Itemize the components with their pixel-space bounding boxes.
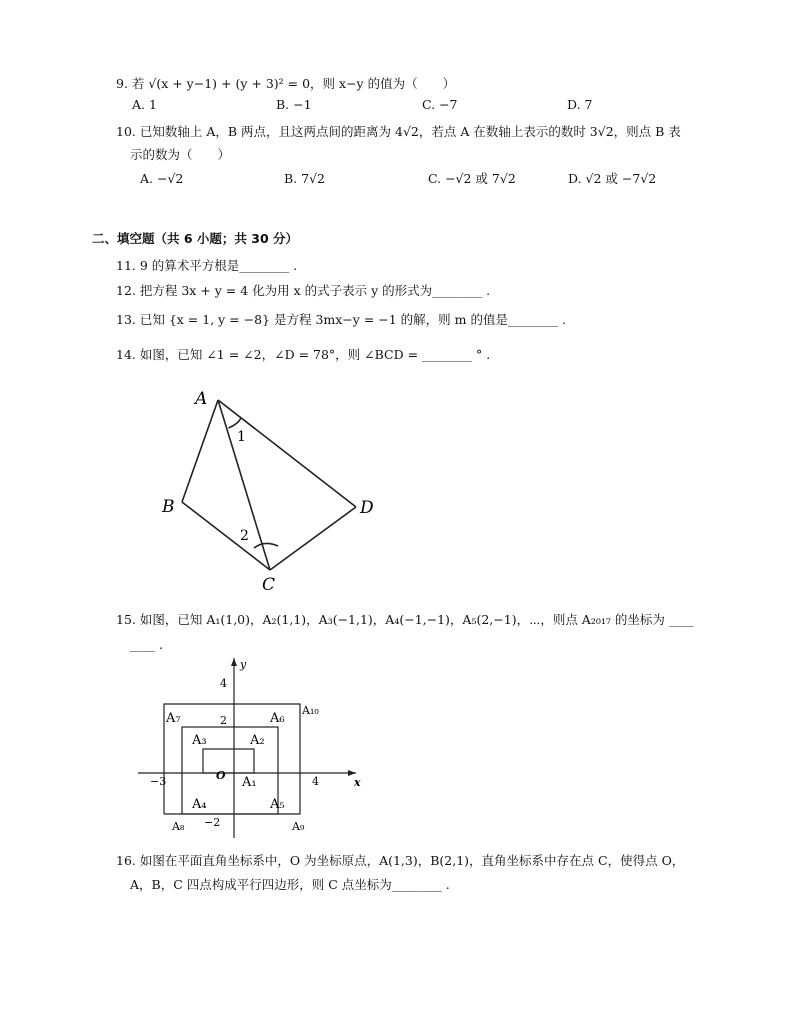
section-title: 二、填空题（共 6 小题；共 30 分） <box>92 231 299 246</box>
tick-y-4: 4 <box>220 677 227 690</box>
segment-bc <box>182 502 270 570</box>
q13: 13. 已知 {x = 1, y = −8} 是方程 3mx−y = −1 的解，则 m 的值是________ . <box>116 312 566 327</box>
segment-cd <box>270 507 356 570</box>
q10-stem-line1: 10. 已知数轴上 A，B 两点，且这两点间的距离为 4√2，若点 A 在数轴上表示的数时 3√2，则点 B 表 <box>116 124 681 139</box>
q10-option-d: D. √2 或 −7√2 <box>568 171 657 186</box>
tick-x-neg3: −3 <box>150 775 167 788</box>
axis-y-label: y <box>240 658 247 671</box>
q10-option-a: A. −√2 <box>140 171 184 186</box>
q11: 11. 9 的算术平方根是________ . <box>116 258 298 273</box>
label-d: D <box>360 498 374 518</box>
origin-label: O <box>216 769 226 782</box>
label-c: C <box>262 575 276 595</box>
point-a1: A₁ <box>242 775 257 790</box>
point-a6: A₆ <box>270 711 285 726</box>
label-angle-1: 1 <box>237 429 246 445</box>
q16-line2: A，B，C 四点构成平行四边形，则 C 点坐标为________ . <box>130 877 450 892</box>
q10-option-b: B. 7√2 <box>284 171 326 186</box>
point-a3: A₃ <box>192 733 207 748</box>
q9-option-c: C. −7 <box>422 97 458 112</box>
angle-2-arc <box>254 543 278 548</box>
q16-line1: 16. 如图在平面直角坐标系中，O 为坐标原点，A(1,3)，B(2,1)，直角坐标系中存在点 C，使得点 O， <box>116 853 685 868</box>
q9-stem: 9. 若 √(x + y−1) + (y + 3)² = 0，则 x−y 的值为（ ） <box>116 76 456 91</box>
label-a: A <box>195 389 208 409</box>
y-axis-arrow <box>231 658 237 666</box>
q12: 12. 把方程 3x + y = 4 化为用 x 的式子表示 y 的形式为________ . <box>116 283 491 298</box>
tick-y-2: 2 <box>220 714 227 727</box>
tick-y-neg2: −2 <box>204 816 221 829</box>
point-a4: A₄ <box>192 797 207 812</box>
q15-line1: 15. 如图，已知 A₁(1,0)，A₂(1,1)，A₃(−1,1)，A₄(−1,−1)，A₅(2,−1)，⋯，则点 A₂₀₁₇ 的坐标为 ____ <box>116 612 694 627</box>
figure-15-coordinate-spiral <box>130 652 370 842</box>
spiral-square-1 <box>203 749 254 773</box>
axis-x-label: x <box>354 776 361 789</box>
point-a10: A₁₀ <box>302 704 319 717</box>
point-a5: A₅ <box>270 797 285 812</box>
label-b: B <box>162 497 175 517</box>
q10-option-c: C. −√2 或 7√2 <box>428 171 516 186</box>
q14: 14. 如图，已知 ∠1 = ∠2，∠D = 78°，则 ∠BCD = ________ ° . <box>116 347 491 362</box>
point-a2: A₂ <box>250 733 265 748</box>
point-a7: A₇ <box>166 711 181 726</box>
q9-option-a: A. 1 <box>132 97 157 112</box>
point-a8: A₈ <box>172 820 185 833</box>
q10-stem-line2: 示的数为（ ） <box>130 147 231 162</box>
q15-line2: ____ . <box>130 637 163 652</box>
q9-option-b: B. −1 <box>276 97 312 112</box>
angle-1-arc <box>229 418 242 428</box>
label-angle-2: 2 <box>240 528 249 544</box>
segment-ab <box>182 400 218 502</box>
point-a9: A₉ <box>292 820 305 833</box>
figure-14-quadrilateral <box>150 380 390 600</box>
segment-ad <box>218 400 356 507</box>
q9-option-d: D. 7 <box>567 97 593 112</box>
tick-x-4: 4 <box>312 775 319 788</box>
